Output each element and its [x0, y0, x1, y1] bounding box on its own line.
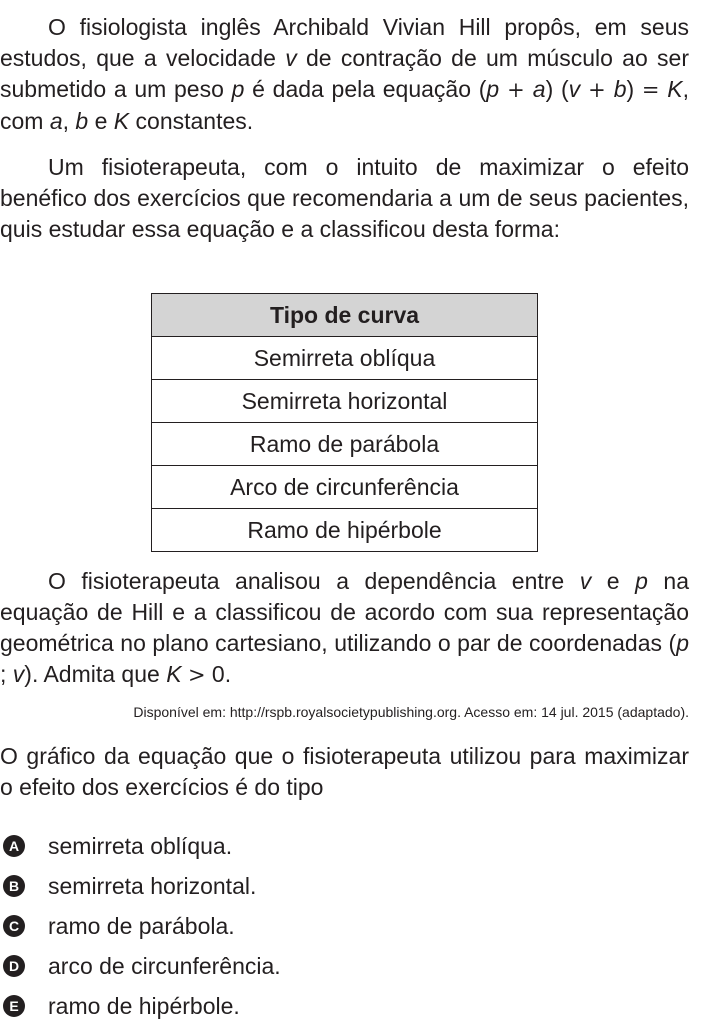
table-row — [152, 509, 538, 552]
option-text: ramo de parábola. — [48, 912, 235, 939]
analysis-paragraph — [0, 566, 689, 691]
source-citation: Disponível em: http://rspb.royalsocietypublishing.org. Acesso em: 14 jul. 2015 (adaptado). — [133, 704, 689, 720]
equals-sign: = — [641, 78, 660, 102]
intro-text: constantes. — [129, 108, 254, 134]
intro-text: ) — [626, 76, 642, 102]
variable-p: p — [486, 76, 500, 102]
variable-p: p — [635, 568, 648, 594]
table-cell: Semirreta horizontal — [152, 380, 538, 423]
plus-sign: + — [499, 78, 533, 102]
option-text: semirreta oblíqua. — [48, 832, 233, 859]
intro-text: O fisiologista inglês Archibald Vivian Hill propôs, em seus estudos, que a velocidade — [0, 14, 689, 71]
option-text: arco de circunferência. — [48, 952, 281, 979]
option-letter-badge: A — [3, 835, 25, 857]
intro-paragraph — [0, 12, 689, 137]
constant-k: K — [667, 76, 683, 102]
option-letter-badge: E — [3, 995, 25, 1017]
option-d[interactable] — [0, 946, 281, 986]
variable-p: p — [231, 76, 245, 102]
variable-v: v — [579, 568, 592, 594]
constant-a: a — [532, 76, 546, 102]
constant-k: K — [113, 108, 130, 134]
table-header: Tipo de curva — [152, 294, 538, 337]
table-header-row — [152, 294, 538, 337]
variable-v: v — [568, 76, 581, 102]
second-paragraph: Um fisioterapeuta, com o intuito de maximizar o efeito benéfico dos exercícios que recomendaria a um de seus pacientes, quis estudar essa equação e a classificou desta forma: — [0, 154, 689, 242]
table-cell: Ramo de parábola — [152, 423, 538, 466]
intro-text: , — [62, 108, 76, 134]
table-cell: Arco de circunferência — [152, 466, 538, 509]
option-c[interactable] — [0, 906, 281, 946]
analysis-text: ; — [0, 661, 13, 687]
analysis-text: e — [591, 568, 636, 594]
option-letter-badge: B — [3, 875, 25, 897]
analysis-text: na equação de Hill e a classificou de acordo com sua representação geométrica no plano cartesiano, utilizando o par de coordenadas ( — [0, 568, 689, 656]
question-stem: O gráfico da equação que o fisioterapeuta utilizou para maximizar o efeito dos exercícios é do tipo — [0, 743, 689, 800]
intro-text: é dada pela equação ( — [244, 76, 487, 102]
intro-text: , com — [0, 76, 689, 134]
plus-sign: + — [580, 78, 614, 102]
option-b[interactable] — [0, 866, 281, 906]
variable-v: v — [12, 661, 25, 687]
curve-type-table — [151, 293, 538, 552]
option-letter-badge: C — [3, 915, 25, 937]
table-cell: Ramo de hipérbole — [152, 509, 538, 552]
answer-options — [0, 826, 281, 1026]
table-row — [152, 380, 538, 423]
option-text: ramo de hipérbole. — [48, 992, 240, 1019]
variable-p: p — [676, 630, 689, 656]
option-text: semirreta horizontal. — [48, 872, 257, 899]
constant-a: a — [49, 108, 63, 134]
intro-text: ) ( — [545, 76, 569, 102]
option-letter-badge: D — [3, 955, 25, 977]
analysis-text: 0. — [205, 661, 232, 687]
table-row — [152, 466, 538, 509]
option-a[interactable] — [0, 826, 281, 866]
table-row — [152, 337, 538, 380]
analysis-text: O fisioterapeuta analisou a dependência entre — [48, 568, 580, 594]
analysis-text: ). Admita que — [24, 661, 167, 687]
option-e[interactable] — [0, 986, 281, 1026]
intro-text: de contração de um músculo ao ser submetido a um peso — [0, 45, 689, 102]
constant-b: b — [75, 108, 89, 134]
greater-than-sign: > — [187, 663, 206, 687]
constant-k: K — [166, 661, 182, 687]
intro-text: e — [88, 108, 114, 134]
variable-v: v — [285, 45, 297, 71]
table-row — [152, 423, 538, 466]
table-cell: Semirreta oblíqua — [152, 337, 538, 380]
constant-b: b — [613, 76, 627, 102]
